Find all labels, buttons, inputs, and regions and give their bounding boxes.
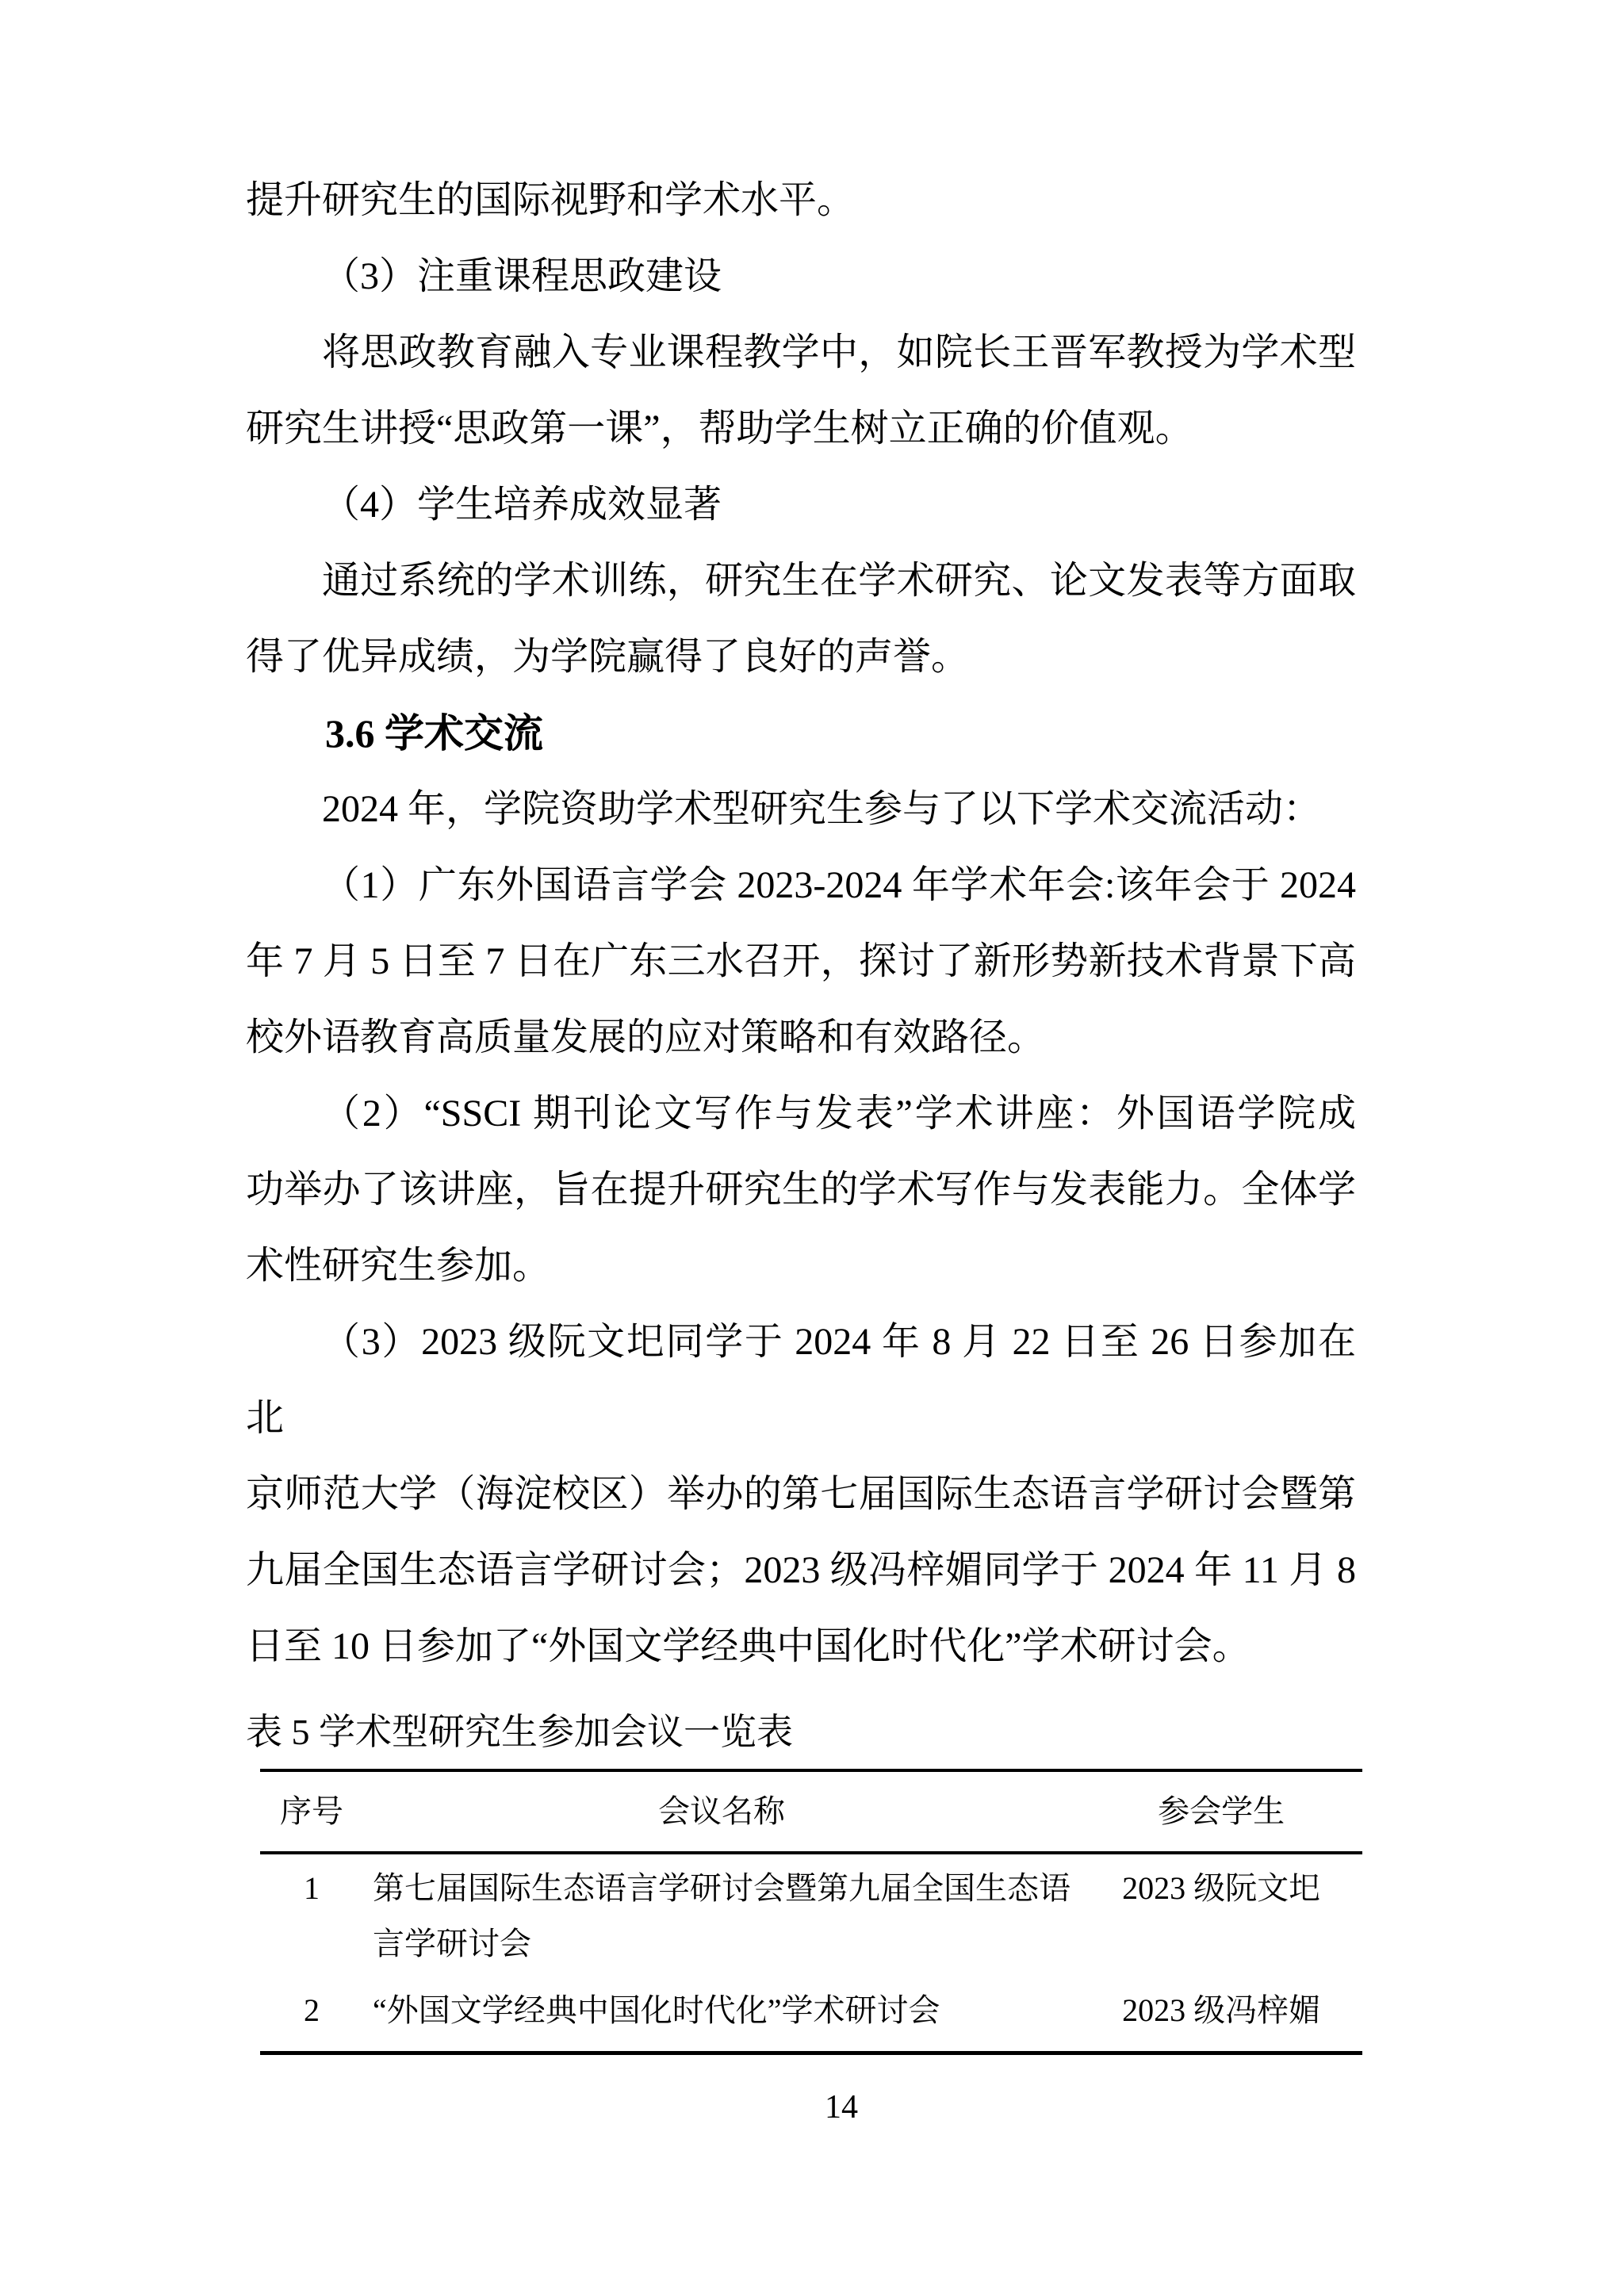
table-caption: 表 5 学术型研究生参加会议一览表 bbox=[246, 1712, 793, 1752]
page-number: 14 bbox=[825, 2089, 858, 2126]
column-header-conference: 会议名称 bbox=[658, 1793, 786, 1829]
conference-table bbox=[260, 1769, 1362, 2055]
paragraph-line: （3）2023 级阮文圯同学于 2024 年 8 月 22 日至 26 日参加在北 bbox=[246, 1321, 1356, 1439]
paragraph-line: （2）“SSCI 期刊论文写作与发表”学术讲座：外国语学院成 bbox=[322, 1093, 1356, 1135]
paragraph-line: 通过系统的学术训练，研究生在学术研究、论文发表等方面取 bbox=[322, 560, 1356, 602]
paragraph-line: 京师范大学（海淀校区）举办的第七届国际生态语言学研讨会暨第 bbox=[246, 1473, 1356, 1515]
paragraph-line: 2024 年，学院资助学术型研究生参与了以下学术交流活动： bbox=[322, 788, 1322, 830]
paragraph-line: 校外语教育高质量发展的应对策略和有效路径。 bbox=[246, 1016, 1046, 1058]
cell-index: 2 bbox=[303, 1992, 320, 2028]
cell-student: 2023 级阮文圯 bbox=[1122, 1870, 1321, 1906]
table-row bbox=[260, 1981, 1362, 2053]
paragraph-line: （1）广东外国语言学会 2023-2024 年学术年会:该年会于 2024 bbox=[322, 864, 1356, 906]
cell-index: 1 bbox=[303, 1870, 320, 1906]
cell-conference: 第七届国际生态语言学研讨会暨第九届全国生态语言学研讨会 bbox=[372, 1870, 1071, 1961]
paragraph-line: 九届全国生态语言学研讨会；2023 级冯梓媚同学于 2024 年 11 月 8 bbox=[246, 1549, 1356, 1591]
sub-item-heading: （3）注重课程思政建设 bbox=[322, 255, 722, 297]
paragraph-line: 术性研究生参加。 bbox=[246, 1245, 551, 1287]
paragraph-line: 日至 10 日参加了“外国文学经典中国化时代化”学术研讨会。 bbox=[246, 1625, 1251, 1667]
cell-conference: “外国文学经典中国化时代化”学术研讨会 bbox=[372, 1992, 940, 2028]
paragraph-line: 提升研究生的国际视野和学术水平。 bbox=[246, 179, 856, 221]
table-row bbox=[260, 1853, 1362, 1981]
sub-item-heading: （4）学生培养成效显著 bbox=[322, 484, 722, 526]
document-body bbox=[246, 163, 1356, 2055]
paragraph-line: 得了优异成绩，为学院赢得了良好的声誉。 bbox=[246, 636, 970, 678]
column-header-student: 参会学生 bbox=[1158, 1793, 1285, 1829]
paragraph-line: 将思政教育融入专业课程教学中，如院长王晋军教授为学术型 bbox=[322, 331, 1356, 373]
column-header-index: 序号 bbox=[279, 1793, 343, 1829]
paragraph-line: 年 7 月 5 日至 7 日在广东三水召开，探讨了新形势新技术背景下高 bbox=[246, 940, 1356, 982]
cell-student: 2023 级冯梓媚 bbox=[1122, 1992, 1321, 2028]
paragraph-line: 功举办了该讲座，旨在提升研究生的学术写作与发表能力。全体学 bbox=[246, 1169, 1356, 1211]
paragraph-line: 研究生讲授“思政第一课”，帮助学生树立正确的价值观。 bbox=[246, 408, 1193, 450]
conference-table-header bbox=[260, 1770, 1362, 1853]
section-heading: 3.6 学术交流 bbox=[325, 711, 543, 756]
